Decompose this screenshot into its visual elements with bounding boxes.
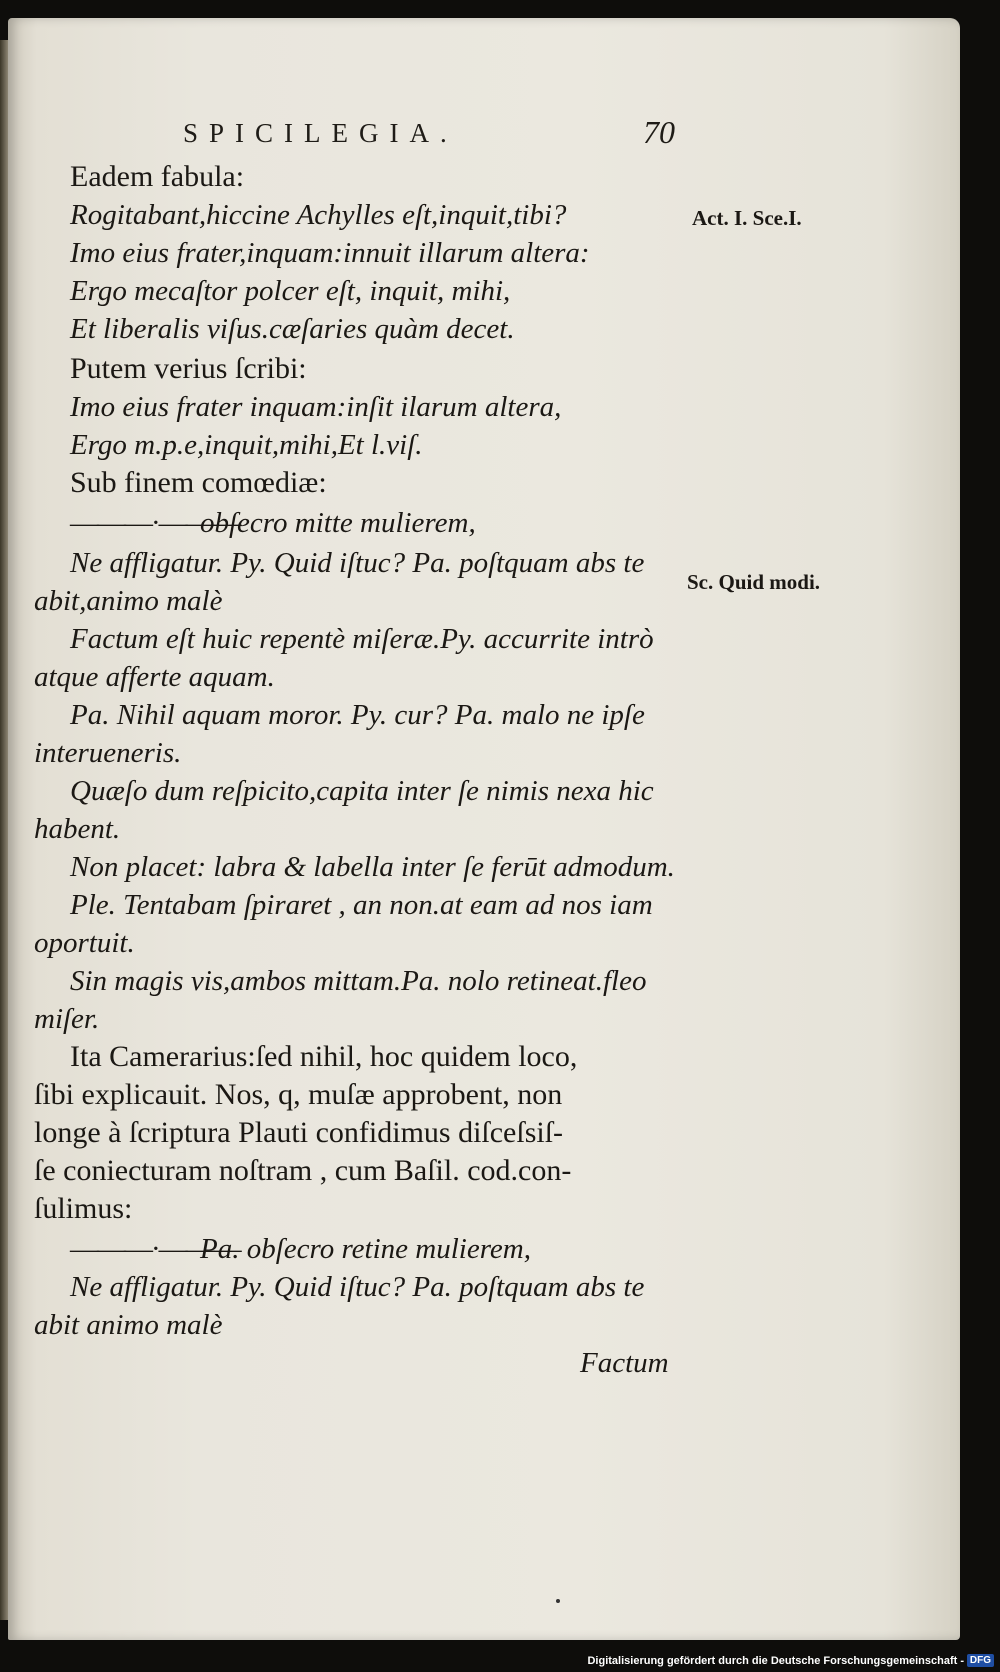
margin-note: Act. I. Sce.I. [692,206,802,230]
omission-rule: ———·——— [70,507,240,539]
text-line: Sub finem comœdiæ: [70,466,327,499]
dfg-logo-icon: DFG [967,1654,994,1667]
text-line: Putem verius ſcribi: [70,352,307,385]
margin-note: Sc. Quid modi. [687,570,821,594]
text-line: abit,animo malè [34,585,223,617]
text-line: ſe coniecturam noſtram , cum Baſil. cod.con- [34,1154,572,1187]
text-line: Ne affligatur. Py. Quid iſtuc? Pa. poſtquam abs te [70,1271,645,1303]
text-line: Factum eſt huic repentè miſeræ.Py. accurrite intrò [70,623,654,655]
text-line: atque afferte aquam. [34,661,275,693]
text-line: longe à ſcriptura Plauti confidimus diſceſsiſ- [34,1116,564,1149]
text-line: Ita Camerarius:ſed nihil, hoc quidem loco, [70,1040,578,1073]
text-line: Eadem fabula: [70,160,245,193]
text-line: Pa. obſecro retine mulierem, [200,1233,531,1265]
text-line: Rogitabant,hiccine Achylles eſt,inquit,tibi? [70,199,567,231]
catchword: Factum [580,1347,669,1379]
omission-rule: ———·——— [70,1233,240,1265]
text-line: Imo eius frater,inquam:innuit illarum altera: [70,237,590,269]
text-line: Et liberalis viſus.cæſaries quàm decet. [70,313,515,345]
running-head: SPICILEGIA. [183,118,458,148]
text-line: Ne affligatur. Py. Quid iſtuc? Pa. poſtquam abs te [70,547,645,579]
text-line: ſibi explicauit. Nos, q, muſæ approbent, non [34,1078,563,1111]
text-line: Quæſo dum reſpicito,capita inter ſe nimis nexa hic [70,775,654,807]
text-line: Sin magis vis,ambos mittam.Pa. nolo retineat.fleo [70,965,647,997]
text-line: interueneris. [34,737,182,769]
text-line: ſulimus: [34,1192,133,1225]
text-line: oportuit. [34,927,135,959]
digitization-credit: Digitalisierung gefördert durch die Deutsche Forschungsgemeinschaft - [587,1655,964,1667]
text-line: Imo eius frater inquam:inſit ilarum altera, [70,391,562,423]
text-line: Ergo m.p.e,inquit,mihi,Et l.viſ. [70,429,423,461]
text-line: habent. [34,813,121,845]
text-line: miſer. [34,1003,100,1035]
text-line: abit animo malè [34,1309,223,1341]
text-line: Ergo mecaſtor polcer eſt, inquit, mihi, [70,275,511,307]
ink-speck [556,1599,560,1603]
page-number: 70 [643,114,675,150]
text-line: Non placet: labra & labella inter ſe ferūt admodum. [70,851,675,883]
text-line: Ple. Tentabam ſpiraret , an non.at eam ad nos iam [70,889,653,921]
text-line: Pa. Nihil aquam moror. Py. cur? Pa. malo ne ipſe [70,699,645,731]
page-edge-shadow [0,40,8,1620]
text-line: obſecro mitte mulierem, [200,507,476,539]
